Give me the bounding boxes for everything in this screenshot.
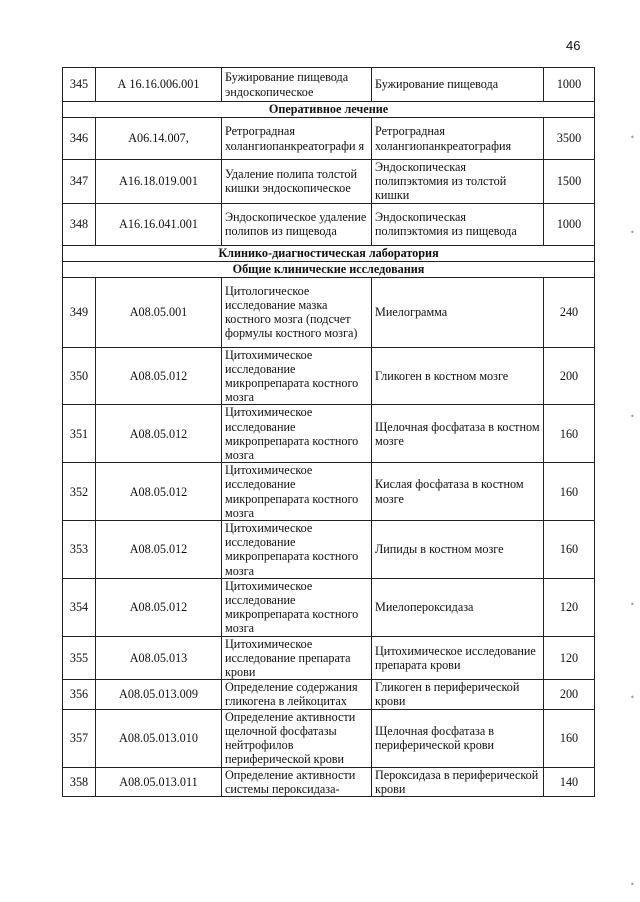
price-cell: 3500: [544, 118, 595, 160]
table-row: [63, 463, 595, 521]
service-description-cell: Гликоген в костном мозге: [372, 347, 544, 405]
service-description-cell: Липиды в костном мозге: [372, 521, 544, 579]
service-description-cell: Гликоген в периферической крови: [372, 680, 544, 709]
service-code-cell: А06.14.007,: [96, 118, 222, 160]
service-code-cell: А08.05.012: [96, 578, 222, 636]
service-description-cell: Щелочная фосфатаза в периферической крови: [372, 709, 544, 767]
row-number-cell: 357: [63, 709, 96, 767]
service-code-cell: А08.05.012: [96, 521, 222, 579]
section-row: [63, 261, 595, 277]
service-name-cell: Удаление полипа толстой кишки эндоскопическое: [222, 160, 372, 204]
price-cell: 140: [544, 767, 595, 796]
service-code-cell: А16.16.041.001: [96, 203, 222, 245]
service-code-cell: А08.05.001: [96, 277, 222, 347]
row-number-cell: 348: [63, 203, 96, 245]
service-code-cell: А 16.16.006.001: [96, 68, 222, 102]
row-number-cell: 352: [63, 463, 96, 521]
margin-mark: •: [630, 600, 635, 609]
service-code-cell: А08.05.012: [96, 347, 222, 405]
section-title: Общие клинические исследования: [63, 261, 595, 277]
service-code-cell: А08.05.013.011: [96, 767, 222, 796]
service-name-cell: Цитохимическое исследование микропрепарата костного мозга: [222, 347, 372, 405]
service-code-cell: А08.05.013: [96, 636, 222, 680]
service-name-cell: Эндоскопическое удаление полипов из пищевода: [222, 203, 372, 245]
service-description-cell: Эндоскопическая полипэктомия из толстой кишки: [372, 160, 544, 204]
service-name-cell: Определение активности щелочной фосфатазы нейтрофилов периферической крови: [222, 709, 372, 767]
row-number-cell: 349: [63, 277, 96, 347]
price-cell: 1000: [544, 203, 595, 245]
price-cell: 1000: [544, 68, 595, 102]
service-code-cell: А16.18.019.001: [96, 160, 222, 204]
section-row: [63, 102, 595, 118]
section-title: Оперативное лечение: [63, 102, 595, 118]
service-description-cell: Миелопероксидаза: [372, 578, 544, 636]
price-cell: 240: [544, 277, 595, 347]
price-cell: 160: [544, 521, 595, 579]
table-row: [63, 521, 595, 579]
row-number-cell: 350: [63, 347, 96, 405]
row-number-cell: 345: [63, 68, 96, 102]
service-code-cell: А08.05.013.009: [96, 680, 222, 709]
table-row: [63, 347, 595, 405]
price-cell: 160: [544, 463, 595, 521]
service-name-cell: Определение активности системы пероксидаза-: [222, 767, 372, 796]
service-description-cell: Миелограмма: [372, 277, 544, 347]
service-code-cell: А08.05.013.010: [96, 709, 222, 767]
row-number-cell: 355: [63, 636, 96, 680]
service-name-cell: Цитохимическое исследование микропрепарата костного мозга: [222, 578, 372, 636]
service-name-cell: Цитохимическое исследование микропрепарата костного мозга: [222, 521, 372, 579]
table-row: [63, 277, 595, 347]
table-row: [63, 68, 595, 102]
row-number-cell: 356: [63, 680, 96, 709]
table-body: [63, 68, 595, 797]
row-number-cell: 358: [63, 767, 96, 796]
price-cell: 200: [544, 680, 595, 709]
row-number-cell: 346: [63, 118, 96, 160]
margin-mark: •: [630, 412, 635, 421]
table-row: [63, 578, 595, 636]
table-row: [63, 767, 595, 796]
service-description-cell: Цитохимическое исследование препарата крови: [372, 636, 544, 680]
service-name-cell: Цитологическое исследование мазка костного мозга (подсчет формулы костного мозга): [222, 277, 372, 347]
service-description-cell: Бужирование пищевода: [372, 68, 544, 102]
table-row: [63, 203, 595, 245]
margin-mark: •: [630, 693, 635, 702]
row-number-cell: 347: [63, 160, 96, 204]
service-name-cell: Определение содержания гликогена в лейкоцитах: [222, 680, 372, 709]
table-row: [63, 160, 595, 204]
price-cell: 160: [544, 709, 595, 767]
table-row: [63, 405, 595, 463]
service-name-cell: Цитохимическое исследование препарата крови: [222, 636, 372, 680]
service-code-cell: А08.05.012: [96, 463, 222, 521]
service-name-cell: Цитохимическое исследование микропрепарата костного мозга: [222, 405, 372, 463]
service-code-cell: А08.05.012: [96, 405, 222, 463]
row-number-cell: 351: [63, 405, 96, 463]
service-description-cell: Ретроградная холангиопанкреатография: [372, 118, 544, 160]
margin-mark: •: [630, 880, 635, 889]
service-description-cell: Кислая фосфатаза в костном мозге: [372, 463, 544, 521]
price-cell: 120: [544, 636, 595, 680]
row-number-cell: 353: [63, 521, 96, 579]
service-name-cell: Бужирование пищевода эндоскопическое: [222, 68, 372, 102]
service-name-cell: Цитохимическое исследование микропрепарата костного мозга: [222, 463, 372, 521]
price-table: [62, 67, 595, 797]
section-row: [63, 245, 595, 261]
table-row: [63, 709, 595, 767]
service-name-cell: Ретроградная холангиопанкреатографи я: [222, 118, 372, 160]
row-number-cell: 354: [63, 578, 96, 636]
margin-mark: •: [630, 133, 635, 142]
section-title: Клинико-диагностическая лаборатория: [63, 245, 595, 261]
price-cell: 1500: [544, 160, 595, 204]
service-description-cell: Щелочная фосфатаза в костном мозге: [372, 405, 544, 463]
table-row: [63, 680, 595, 709]
margin-mark: •: [630, 228, 635, 237]
price-cell: 120: [544, 578, 595, 636]
table-row: [63, 636, 595, 680]
price-cell: 160: [544, 405, 595, 463]
table-row: [63, 118, 595, 160]
page-number: 46: [566, 38, 581, 53]
price-cell: 200: [544, 347, 595, 405]
service-description-cell: Пероксидаза в периферической крови: [372, 767, 544, 796]
service-description-cell: Эндоскопическая полипэктомия из пищевода: [372, 203, 544, 245]
